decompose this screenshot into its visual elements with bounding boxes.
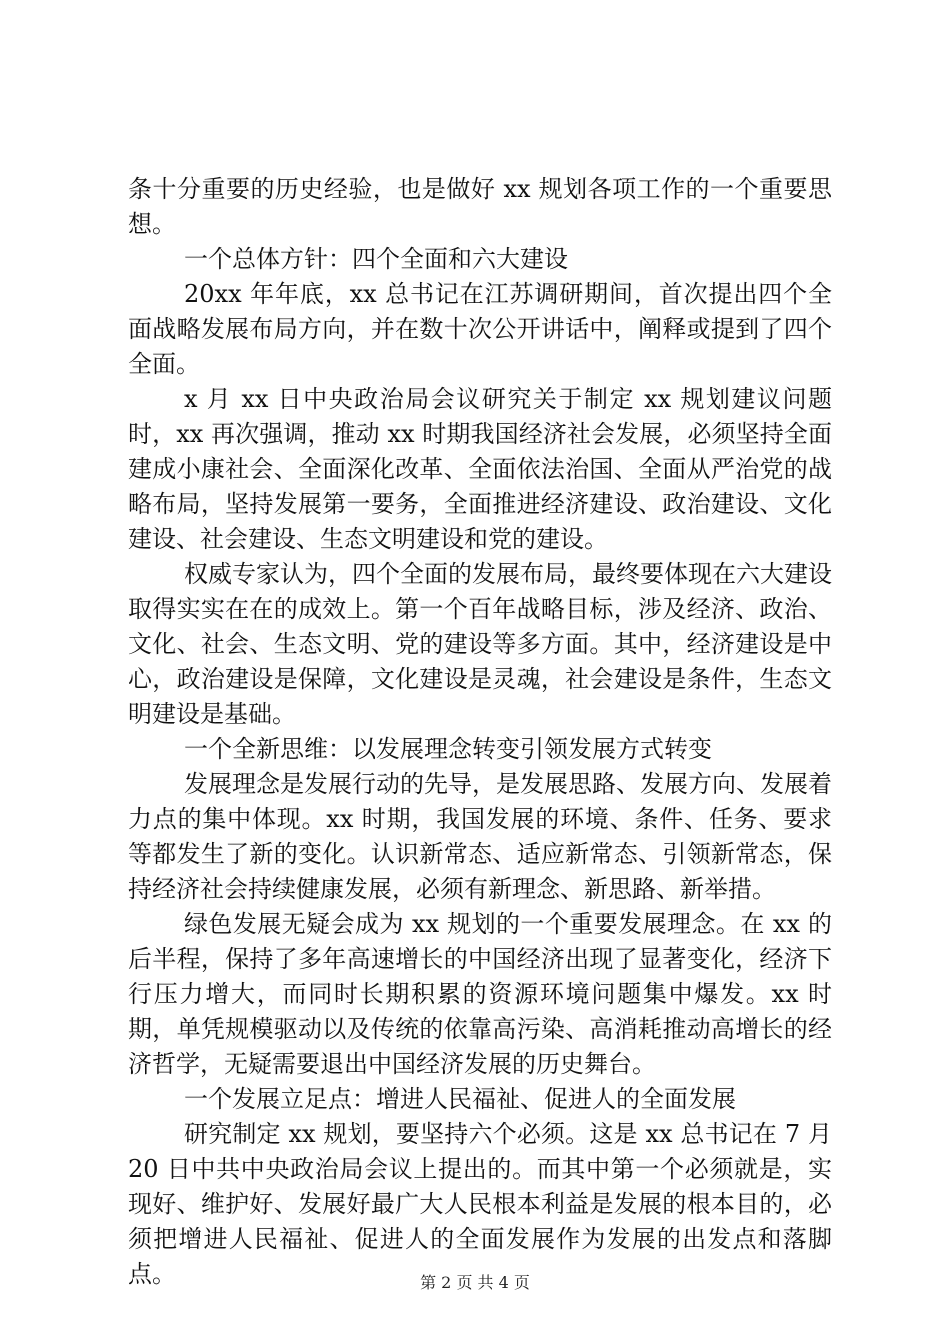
section-heading-foothold: 一个发展立足点：增进人民福祉、促进人的全面发展 (184, 1085, 736, 1113)
section-heading-new-thinking: 一个全新思维：以发展理念转变引领发展方式转变 (184, 735, 712, 763)
paragraph: 研究制定 xx 规划，要坚持六个必须。这是 xx 总书记在 7 月 20 日中共中央政治局会议上提出的。而其中第一个必须就是，实现好、维护好、发展好最广大人民根本利益是发展的根本目的，必须把增进人民福祉、促进人的全面发展作为发展的出发点和落脚点。 (128, 1120, 832, 1288)
paragraph: 20xx 年年底，xx 总书记在江苏调研期间，首次提出四个全面战略发展布局方向，并在数十次公开讲话中，阐释或提到了四个全面。 (128, 280, 832, 378)
paragraph: 绿色发展无疑会成为 xx 规划的一个重要发展理念。在 xx 的后半程，保持了多年高速增长的中国经济出现了显著变化，经济下行压力增大，而同时长期积累的资源环境问题集中爆发。xx 时期，单凭规模驱动以及传统的依靠高污染、高消耗推动高增长的经济哲学，无疑需要退出中国经济发展的历史舞台。 (128, 910, 832, 1078)
document-body (128, 172, 832, 1292)
paragraph: 权威专家认为，四个全面的发展布局，最终要体现在六大建设取得实实在在的成效上。第一个百年战略目标，涉及经济、政治、文化、社会、生态文明、党的建设等多方面。其中，经济建设是中心，政治建设是保障，文化建设是灵魂，社会建设是条件，生态文明建设是基础。 (128, 560, 832, 728)
page-footer (0, 1270, 950, 1293)
section-heading-overall-policy: 一个总体方针：四个全面和六大建设 (184, 245, 568, 273)
page-number-label: 第 2 页 共 4 页 (420, 1273, 530, 1292)
paragraph: 发展理念是发展行动的先导，是发展思路、发展方向、发展着力点的集中体现。xx 时期，我国发展的环境、条件、任务、要求等都发生了新的变化。认识新常态、适应新常态、引领新常态，保持经济社会持续健康发展，必须有新理念、新思路、新举措。 (128, 770, 832, 903)
paragraph-continuation: 条十分重要的历史经验，也是做好 xx 规划各项工作的一个重要思想。 (128, 175, 832, 238)
paragraph: x 月 xx 日中央政治局会议研究关于制定 xx 规划建议问题时，xx 再次强调，推动 xx 时期我国经济社会发展，必须坚持全面建成小康社会、全面深化改革、全面依法治国、全面从严治党的战略布局，坚持发展第一要务，全面推进经济建设、政治建设、文化建设、社会建设、生态文明建设和党的建设。 (128, 385, 832, 553)
